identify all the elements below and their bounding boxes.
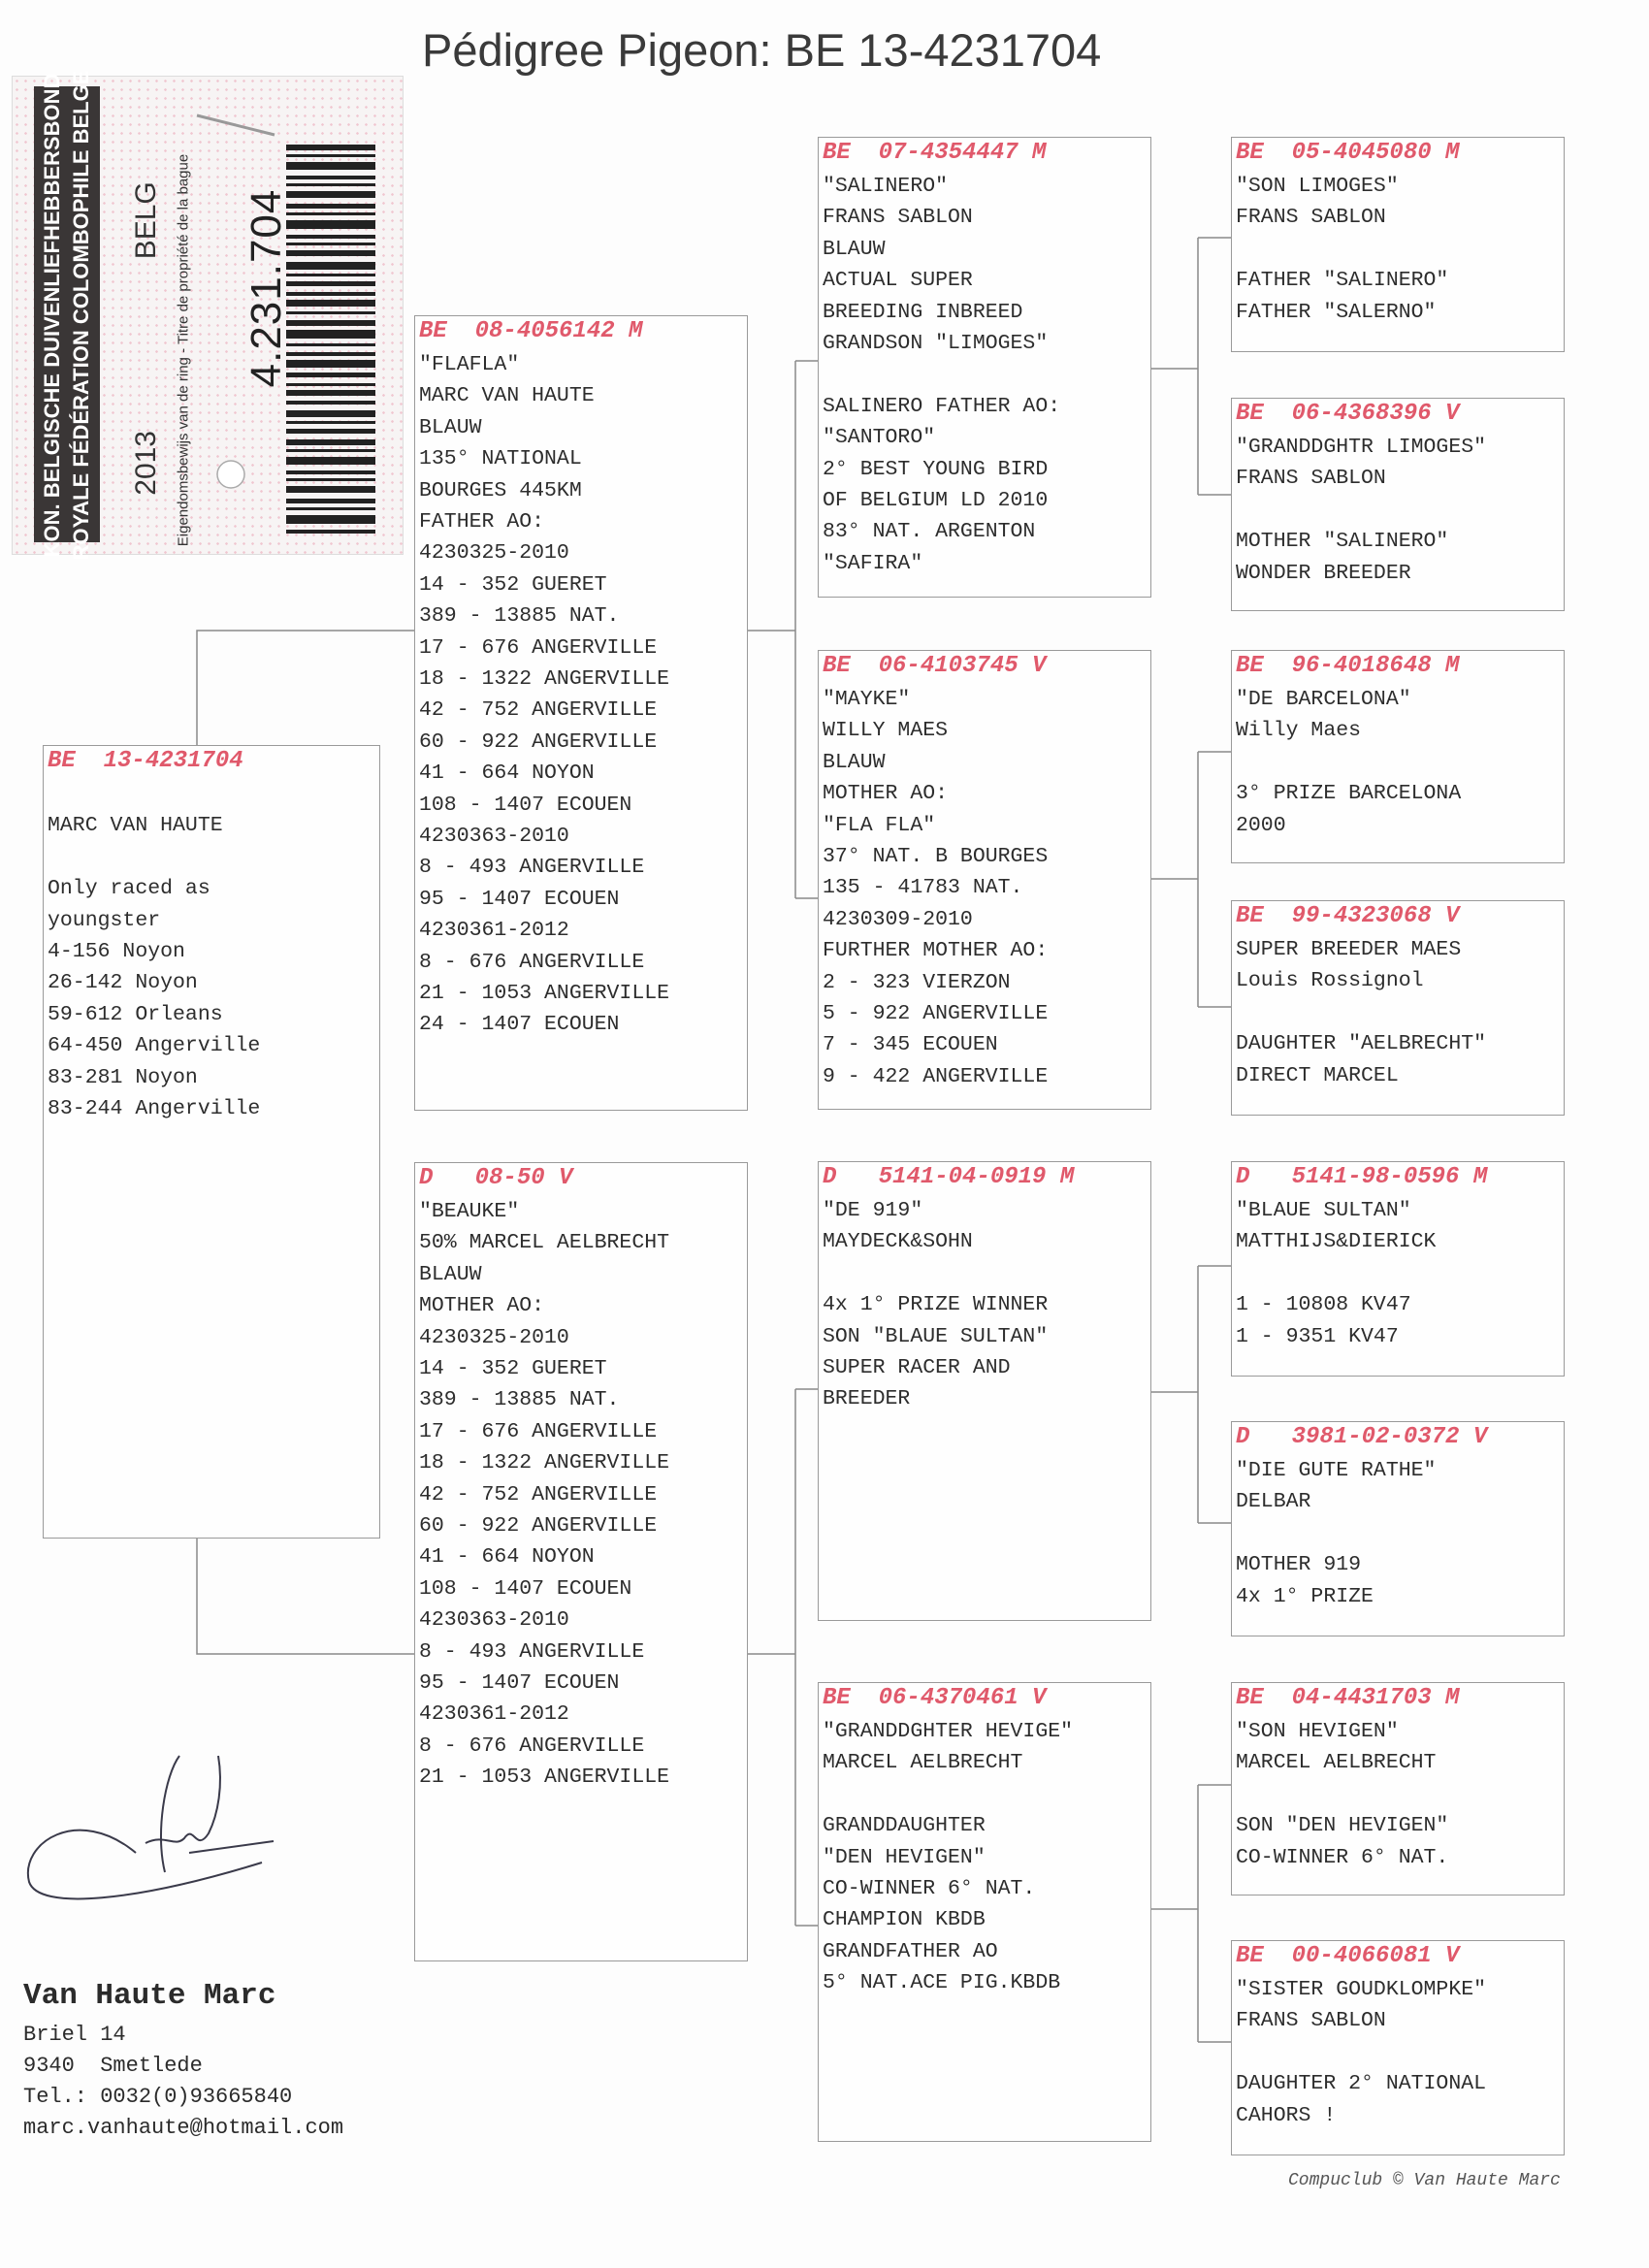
pedigree-line: 7 - 345 ECOUEN (823, 1033, 998, 1057)
pedigree-line: FURTHER MOTHER AO: (823, 939, 1049, 963)
pedigree-line: 4230363-2010 (419, 1608, 569, 1633)
pedigree-line: 4230325-2010 (419, 541, 569, 566)
pedigree-line: FRANS SABLON (1236, 467, 1386, 491)
pedigree-line: 4230309-2010 (823, 907, 973, 931)
pedigree-line: 50% MARCEL AELBRECHT (419, 1231, 670, 1255)
pedigree-line: 18 - 1322 ANGERVILLE (419, 667, 670, 691)
ring-number-header: D 3981-02-0372 V (1236, 1424, 1488, 1450)
pedigree-line: DAUGHTER 2° NATIONAL (1236, 2072, 1487, 2096)
pedigree-line: SON "DEN HEVIGEN" (1236, 1814, 1449, 1838)
pedigree-line: 95 - 1407 ECOUEN (419, 887, 620, 911)
pedigree-line: 41 - 664 NOYON (419, 1545, 595, 1570)
box-mother-mother (818, 1682, 1151, 2142)
pedigree-line: FATHER "SALINERO" (1236, 269, 1449, 293)
pedigree-line: CHAMPION KBDB (823, 1908, 986, 1932)
pedigree-line: "DIE GUTE RATHE" (1236, 1459, 1437, 1482)
box-fmf (1231, 650, 1565, 863)
box-mother-father (818, 1161, 1151, 1621)
pedigree-line: SUPER RACER AND (823, 1356, 1011, 1379)
ring-number-header: BE 04-4431703 M (1236, 1685, 1460, 1711)
pedigree-line: BLAUW (823, 237, 886, 261)
pedigree-line: 21 - 1053 ANGERVILLE (419, 1766, 670, 1790)
ring-number-header: BE 00-4066081 V (1236, 1943, 1460, 1969)
pedigree-line: 4x 1° PRIZE (1236, 1584, 1374, 1608)
tag-ownership: Eigendomsbewijs van de ring - Titre de propriété de la bague (175, 153, 192, 547)
pedigree-line: "SAFIRA" (823, 551, 923, 575)
pedigree-line: FRANS SABLON (1236, 206, 1386, 230)
pedigree-line: 14 - 352 GUERET (419, 1357, 607, 1380)
owner-street: Briel 14 (23, 2023, 126, 2047)
tag-org-line2: ROYALE FÉDÉRATION COLOMBOPHILE BELGE (69, 70, 93, 561)
pedigree-line: "FLA FLA" (823, 813, 936, 837)
pedigree-line: MOTHER 919 (1236, 1553, 1362, 1577)
pedigree-line: 2° BEST YOUNG BIRD (823, 457, 1049, 481)
pedigree-line: MOTHER AO: (823, 782, 949, 806)
owner-tel: Tel.: 0032(0)93665840 (23, 2085, 293, 2109)
pedigree-line: DELBAR (1236, 1490, 1311, 1514)
pedigree-line: 42 - 752 ANGERVILLE (419, 1482, 658, 1507)
pedigree-line: "GRANDDGHTR LIMOGES" (1236, 436, 1487, 459)
pedigree-line: 389 - 13885 NAT. (419, 604, 620, 629)
pedigree-line: "DEN HEVIGEN" (823, 1845, 986, 1869)
box-fff (1231, 137, 1565, 352)
pedigree-line: Willy Maes (1236, 719, 1362, 743)
owner-name: Van Haute Marc (23, 1979, 276, 2013)
pedigree-line: "SISTER GOUDKLOMPKE" (1236, 1978, 1487, 2001)
pedigree-line: 37° NAT. B BOURGES (823, 845, 1049, 868)
pedigree-line: 17 - 676 ANGERVILLE (419, 635, 658, 660)
pedigree-line: 59-612 Orleans (48, 1002, 223, 1026)
pedigree-line: youngster (48, 908, 161, 932)
pedigree-line: 14 - 352 GUERET (419, 572, 607, 597)
pedigree-line: ACTUAL SUPER (823, 269, 973, 293)
pedigree-line: "SALINERO" (823, 175, 949, 198)
pedigree-line: MARC VAN HAUTE (48, 814, 223, 838)
pedigree-line: 83-281 Noyon (48, 1065, 198, 1089)
pedigree-line: BREEDING INBREED (823, 300, 1023, 324)
pedigree-line: MATTHIJS&DIERICK (1236, 1230, 1437, 1254)
ring-number-header: D 5141-98-0596 M (1236, 1164, 1488, 1190)
pedigree-line: 18 - 1322 ANGERVILLE (419, 1451, 670, 1475)
pedigree-line: 26-142 Noyon (48, 971, 198, 995)
pedigree-line: 8 - 676 ANGERVILLE (419, 950, 645, 974)
ring-number-header: D 08-50 V (419, 1165, 573, 1191)
pedigree-line: 135 - 41783 NAT. (823, 876, 1023, 900)
owner-city: 9340 Smetlede (23, 2054, 203, 2078)
box-mmf (1231, 1682, 1565, 1895)
pedigree-line: "MAYKE" (823, 688, 911, 711)
pedigree-line: 108 - 1407 ECOUEN (419, 793, 632, 817)
pedigree-line: CO-WINNER 6° NAT. (1236, 1845, 1449, 1869)
ring-number-header: BE 96-4018648 M (1236, 653, 1460, 679)
pedigree-line: 60 - 922 ANGERVILLE (419, 729, 658, 754)
pedigree-line: 4x 1° PRIZE WINNER (823, 1293, 1049, 1317)
pedigree-line: BOURGES 445KM (419, 478, 582, 502)
pedigree-line: Only raced as (48, 877, 210, 901)
pedigree-line: BLAUW (823, 750, 886, 774)
pedigree-line: 60 - 922 ANGERVILLE (419, 1514, 658, 1538)
box-father-father (818, 137, 1151, 598)
owner-email: marc.vanhaute@hotmail.com (23, 2116, 344, 2140)
ring-number-header: BE 06-4103745 V (823, 653, 1047, 679)
pedigree-line: 64-450 Angerville (48, 1034, 261, 1058)
pedigree-line: BREEDER (823, 1387, 911, 1411)
pedigree-line: 108 - 1407 ECOUEN (419, 1576, 632, 1601)
pedigree-line: 1 - 10808 KV47 (1236, 1293, 1411, 1317)
pedigree-line: 135° NATIONAL (419, 447, 582, 471)
ring-number-header: BE 07-4354447 M (823, 140, 1047, 166)
pedigree-line: 3° PRIZE BARCELONA (1236, 782, 1462, 806)
pedigree-line: 5 - 922 ANGERVILLE (823, 1002, 1049, 1025)
pedigree-line: 17 - 676 ANGERVILLE (419, 1419, 658, 1443)
pedigree-line: 9 - 422 ANGERVILLE (823, 1064, 1049, 1088)
pedigree-line: DAUGHTER "AELBRECHT" (1236, 1032, 1487, 1056)
pedigree-line: 24 - 1407 ECOUEN (419, 1013, 620, 1037)
box-subject (43, 745, 380, 1539)
pedigree-line: 5° NAT.ACE PIG.KBDB (823, 1971, 1061, 1995)
pedigree-line: 8 - 493 ANGERVILLE (419, 1639, 645, 1664)
pedigree-line: SON "BLAUE SULTAN" (823, 1324, 1049, 1348)
ring-number-header: D 5141-04-0919 M (823, 1164, 1075, 1190)
pedigree-line: "SANTORO" (823, 426, 936, 450)
pedigree-line: "DE 919" (823, 1199, 923, 1222)
pedigree-line: 389 - 13885 NAT. (419, 1388, 620, 1412)
tag-number: 4.231.704 (242, 188, 290, 388)
ring-number-header: BE 08-4056142 M (419, 318, 643, 344)
pedigree-line: MAYDECK&SOHN (823, 1230, 973, 1254)
pedigree-line: 8 - 493 ANGERVILLE (419, 856, 645, 880)
pedigree-line: FRANS SABLON (1236, 2009, 1386, 2033)
pedigree-line: 41 - 664 NOYON (419, 761, 595, 786)
pedigree-line: MARCEL AELBRECHT (1236, 1751, 1437, 1775)
pedigree-line: 4-156 Noyon (48, 940, 185, 963)
pedigree-line: 83° NAT. ARGENTON (823, 520, 1036, 544)
signature (19, 1717, 301, 1911)
pedigree-line: 2000 (1236, 813, 1286, 837)
pedigree-line: "BEAUKE" (419, 1200, 520, 1223)
pedigree-line: 4230325-2010 (419, 1325, 569, 1349)
ring-number-header: BE 13-4231704 (48, 748, 243, 774)
pedigree-line: Louis Rossignol (1236, 969, 1424, 993)
box-mff (1231, 1161, 1565, 1377)
pedigree-line: 95 - 1407 ECOUEN (419, 1671, 620, 1695)
box-father (414, 315, 748, 1111)
ring-number-header: BE 06-4370461 V (823, 1685, 1047, 1711)
box-mfm (1231, 1421, 1565, 1636)
box-mother (414, 1162, 748, 1961)
footer-credit: Compuclub © Van Haute Marc (1288, 2171, 1561, 2190)
pedigree-line: 4230361-2012 (419, 919, 569, 943)
pedigree-line: MARC VAN HAUTE (419, 384, 595, 408)
pedigree-line: 4230363-2010 (419, 825, 569, 848)
pedigree-line: "SON HEVIGEN" (1236, 1720, 1399, 1743)
pedigree-line: WONDER BREEDER (1236, 561, 1411, 585)
box-mmm (1231, 1940, 1565, 2155)
page-title: Pédigree Pigeon: BE 13-4231704 (422, 24, 1102, 76)
box-father-mother (818, 650, 1151, 1110)
pedigree-line: GRANDSON "LIMOGES" (823, 332, 1049, 355)
tag-year: 2013 (130, 430, 162, 496)
pedigree-line: 2 - 323 VIERZON (823, 970, 1011, 994)
pedigree-line: MOTHER "SALINERO" (1236, 530, 1449, 554)
pedigree-line: "FLAFLA" (419, 353, 520, 376)
pedigree-line: DIRECT MARCEL (1236, 1063, 1399, 1087)
pedigree-line: 4230361-2012 (419, 1702, 569, 1727)
pedigree-line: MARCEL AELBRECHT (823, 1751, 1023, 1775)
pedigree-line: 8 - 676 ANGERVILLE (419, 1733, 645, 1758)
pedigree-line: OF BELGIUM LD 2010 (823, 489, 1049, 512)
ring-number-header: BE 05-4045080 M (1236, 140, 1460, 166)
ring-number-header: BE 06-4368396 V (1236, 401, 1460, 427)
pedigree-line: FATHER AO: (419, 510, 545, 534)
pedigree-line: 83-244 Angerville (48, 1097, 261, 1120)
pedigree-line: 1 - 9351 KV47 (1236, 1324, 1399, 1348)
pedigree-line: MOTHER AO: (419, 1294, 545, 1318)
pedigree-line: FATHER "SALERNO" (1236, 300, 1437, 324)
pedigree-line: "BLAUE SULTAN" (1236, 1199, 1411, 1222)
pedigree-line: BLAUW (419, 415, 482, 439)
pedigree-line: BLAUW (419, 1262, 482, 1286)
box-fmm (1231, 900, 1565, 1116)
pedigree-line: FRANS SABLON (823, 206, 973, 230)
pedigree-line: 42 - 752 ANGERVILLE (419, 698, 658, 723)
pedigree-line: 21 - 1053 ANGERVILLE (419, 982, 670, 1005)
pedigree-line: CO-WINNER 6° NAT. (823, 1877, 1036, 1900)
pedigree-line: SALINERO FATHER AO: (823, 394, 1061, 418)
pedigree-line: GRANDFATHER AO (823, 1939, 998, 1963)
pedigree-line: GRANDDAUGHTER (823, 1814, 986, 1838)
pedigree-line: SUPER BREEDER MAES (1236, 938, 1462, 961)
box-ffm (1231, 398, 1565, 611)
pedigree-line: CAHORS ! (1236, 2103, 1337, 2127)
pedigree-line: "SON LIMOGES" (1236, 175, 1399, 198)
pedigree-line: "GRANDDGHTER HEVIGE" (823, 1720, 1074, 1743)
pedigree-line: WILLY MAES (823, 719, 949, 743)
pedigree-line: "DE BARCELONA" (1236, 688, 1411, 711)
ring-number-header: BE 99-4323068 V (1236, 903, 1460, 929)
tag-org-line1: KON. BELGISCHE DUIVENLIEFHEBBERSBOND (40, 73, 64, 558)
tag-country: BELG (130, 181, 162, 260)
